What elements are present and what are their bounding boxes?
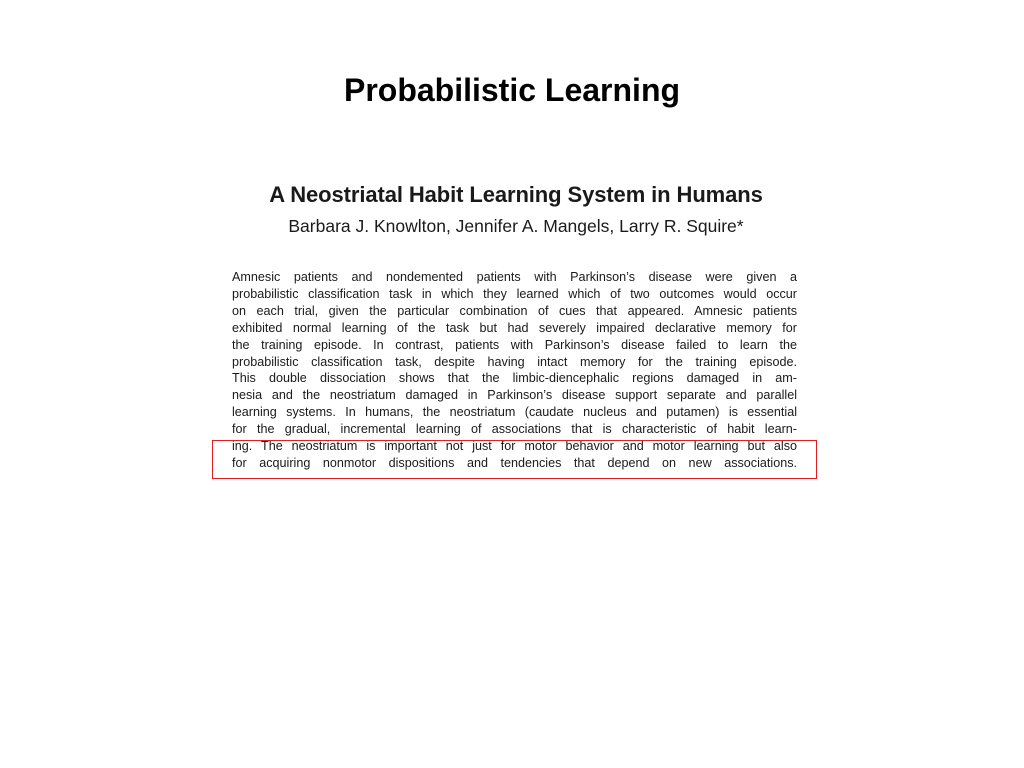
- abstract-line: on each trial, given the particular combination of cues that appeared. Amnesic patients: [232, 303, 797, 318]
- abstract-line: ing. The neostriatum is important not just for motor behavior and motor learning but also: [232, 439, 797, 454]
- highlight-box: [212, 440, 817, 479]
- abstract-line: probabilistic classification task in which they learned which of two outcomes would occur: [232, 286, 797, 301]
- abstract-line: Amnesic patients and nondemented patients with Parkinson’s disease were given a: [232, 270, 797, 284]
- abstract-line: learning systems. In humans, the neostriatum (caudate nucleus and putamen) is essential: [232, 405, 797, 420]
- abstract-line: probabilistic classification task, despite having intact memory for the training episode.: [232, 354, 797, 369]
- slide-title: Probabilistic Learning: [343, 72, 681, 108]
- abstract-line: the training episode. In contrast, patients with Parkinson’s disease failed to learn the: [232, 337, 797, 352]
- abstract-line: exhibited normal learning of the task but had severely impaired declarative memory for: [232, 320, 797, 335]
- paper-title: A Neostriatal Habit Learning System in Humans: [269, 182, 763, 207]
- abstract-line: for acquiring nonmotor dispositions and tendencies that depend on new associations.: [232, 455, 797, 470]
- paper-authors: Barbara J. Knowlton, Jennifer A. Mangels, Larry R. Squire*: [288, 216, 744, 236]
- abstract-line: for the gradual, incremental learning of associations that is characteristic of habit learn-: [232, 422, 797, 437]
- paper-header: [226, 178, 806, 240]
- abstract-line: This double dissociation shows that the limbic-diencephalic regions damaged in am-: [232, 371, 797, 386]
- abstract-line: nesia and the neostriatum damaged in Parkinson’s disease support separate and parallel: [232, 388, 797, 403]
